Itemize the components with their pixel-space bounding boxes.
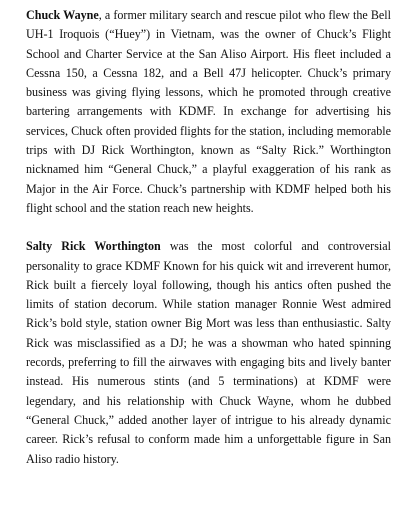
paragraph-body-salty-rick: was the most colorful and controversial personality to grace KDMF Known for his quick wit and irreverent humor, Rick built a fiercely loyal following, though his antics often pushed the limits of station decorum. While station manager Ronnie West admired Rick’s bold style, station owner Big Mort was less than enthusiastic. Salty Rick was misclassified as a DJ; he was a showman who hated spinning records, preferring to fill the airwaves with engaging bits and lively banter instead. His numerous stints (and 5 terminations) at KDMF were legendary, and his relationship with Chuck Wayne, whom he dubbed “General Chuck,” added another layer of intrigue to his already dynamic career. Rick’s refusal to conform made him a unforgettable figure in San Aliso radio history. bbox=[26, 239, 391, 466]
person-name-chuck-wayne: Chuck Wayne bbox=[26, 8, 99, 22]
document-page bbox=[26, 6, 391, 469]
paragraph-body-chuck-wayne: , a former military search and rescue pilot who flew the Bell UH-1 Iroquois (“Huey”) in Vietnam, was the owner of Chuck’s Flight School and Charter Service at the San Aliso Airport. His fleet included a Cessna 150, a Cessna 182, and a Bell 47J helicopter. Chuck’s primary business was giving flying lessons, which he promoted through creative bartering arrangements with KDMF. In exchange for advertising his services, Chuck often provided flights for the station, including memorable trips with DJ Rick Worthington, known as “Salty Rick.” Worthington nicknamed him “General Chuck,” a playful exaggeration of his rank as Major in the Air Force. Chuck’s partnership with KDMF helped both his flight school and the station reach new heights. bbox=[26, 8, 391, 215]
paragraph-chuck-wayne bbox=[26, 6, 391, 218]
paragraph-salty-rick bbox=[26, 237, 391, 469]
person-name-salty-rick: Salty Rick Worthington bbox=[26, 239, 161, 254]
